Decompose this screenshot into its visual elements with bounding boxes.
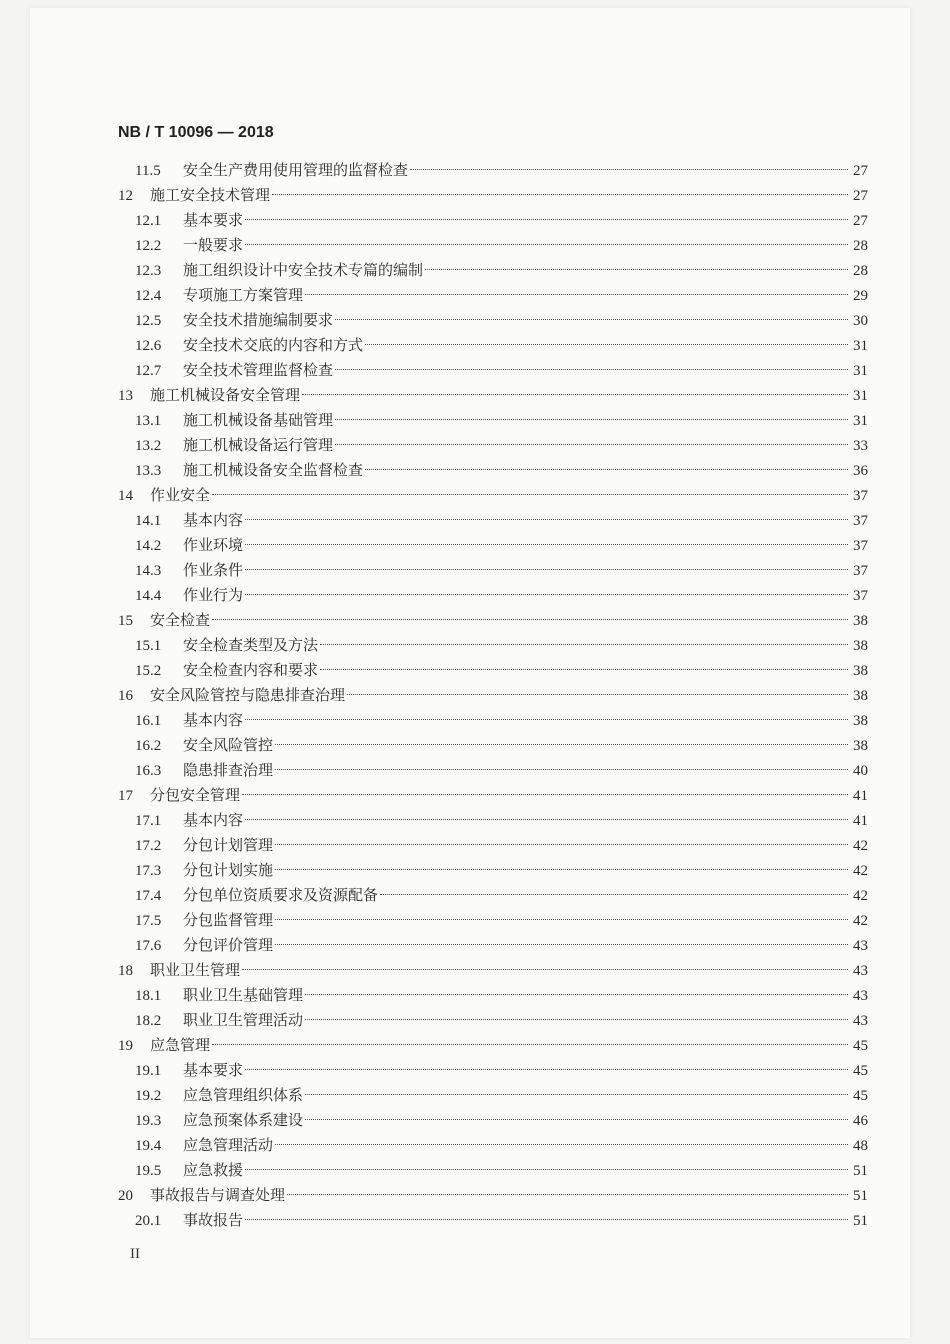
toc-entry-number: 12.4 xyxy=(135,288,162,304)
toc-dot-leader xyxy=(347,694,848,695)
toc-entry-title: 应急管理 xyxy=(150,1036,211,1054)
toc-dot-leader xyxy=(305,1119,848,1120)
toc-dot-leader xyxy=(245,219,848,220)
toc-entry-title: 分包单位资质要求及资源配备 xyxy=(183,886,379,904)
toc-dot-leader xyxy=(305,1094,848,1095)
toc-dot-leader xyxy=(272,194,848,195)
toc-dot-leader xyxy=(275,744,848,745)
toc-section-entry[interactable] xyxy=(118,1133,868,1158)
toc-section-entry[interactable] xyxy=(118,658,868,683)
toc-dot-leader xyxy=(365,469,848,470)
toc-entry-page: 43 xyxy=(853,1013,868,1029)
toc-entry-number: 15 xyxy=(118,613,133,629)
toc-section-entry[interactable] xyxy=(118,983,868,1008)
toc-entry-page: 38 xyxy=(853,688,868,704)
toc-entry-title: 应急救援 xyxy=(183,1161,244,1179)
toc-dot-leader xyxy=(245,544,848,545)
toc-section-entry[interactable] xyxy=(118,158,868,183)
toc-entry-title: 作业行为 xyxy=(183,586,244,604)
toc-chapter-entry[interactable] xyxy=(118,183,868,208)
toc-entry-title: 安全检查类型及方法 xyxy=(183,636,319,654)
toc-entry-page: 42 xyxy=(853,863,868,879)
toc-dot-leader xyxy=(335,419,848,420)
toc-entry-number: 12 xyxy=(118,188,133,204)
toc-dot-leader xyxy=(245,819,848,820)
toc-dot-leader xyxy=(242,969,848,970)
toc-entry-page: 31 xyxy=(853,363,868,379)
toc-entry-title: 职业卫生管理 xyxy=(150,961,241,979)
toc-dot-leader xyxy=(245,1169,848,1170)
toc-entry-title: 基本内容 xyxy=(183,811,244,829)
toc-entry-title: 安全风险管控与隐患排查治理 xyxy=(150,686,346,704)
toc-entry-page: 27 xyxy=(853,163,868,179)
toc-dot-leader xyxy=(275,844,848,845)
toc-entry-title: 分包安全管理 xyxy=(150,786,241,804)
toc-entry-number: 17.4 xyxy=(135,888,162,904)
toc-entry-page: 37 xyxy=(853,538,868,554)
toc-entry-page: 38 xyxy=(853,713,868,729)
toc-entry-page: 42 xyxy=(853,888,868,904)
toc-dot-leader xyxy=(212,619,848,620)
toc-entry-title: 分包计划实施 xyxy=(183,861,274,879)
toc-entry-page: 42 xyxy=(853,913,868,929)
toc-entry-title: 专项施工方案管理 xyxy=(183,286,304,304)
toc-entry-title: 职业卫生管理活动 xyxy=(183,1011,304,1029)
toc-entry-title: 应急管理组织体系 xyxy=(183,1086,304,1104)
toc-entry-number: 17.6 xyxy=(135,938,162,954)
toc-entry-page: 37 xyxy=(853,488,868,504)
toc-entry-number: 19.3 xyxy=(135,1113,162,1129)
toc-entry-page: 41 xyxy=(853,813,868,829)
toc-dot-leader xyxy=(245,594,848,595)
toc-entry-number: 14 xyxy=(118,488,133,504)
toc-entry-title: 安全技术措施编制要求 xyxy=(183,311,334,329)
toc-entry-number: 12.1 xyxy=(135,213,162,229)
toc-entry-number: 18.2 xyxy=(135,1013,162,1029)
toc-entry-page: 31 xyxy=(853,413,868,429)
toc-dot-leader xyxy=(305,294,848,295)
toc-entry-page: 48 xyxy=(853,1138,868,1154)
toc-entry-page: 43 xyxy=(853,988,868,1004)
toc-section-entry[interactable] xyxy=(118,208,868,233)
toc-entry-title: 一般要求 xyxy=(183,236,244,254)
toc-entry-title: 安全技术管理监督检查 xyxy=(183,361,334,379)
toc-entry-title: 应急管理活动 xyxy=(183,1136,274,1154)
toc-entry-page: 30 xyxy=(853,313,868,329)
toc-dot-leader xyxy=(335,444,848,445)
toc-entry-title: 施工机械设备安全监督检查 xyxy=(183,461,364,479)
toc-dot-leader xyxy=(275,1144,848,1145)
toc-dot-leader xyxy=(320,644,848,645)
toc-entry-page: 36 xyxy=(853,463,868,479)
toc-entry-title: 施工机械设备基础管理 xyxy=(183,411,334,429)
toc-dot-leader xyxy=(242,794,848,795)
toc-section-entry[interactable] xyxy=(118,858,868,883)
toc-dot-leader xyxy=(335,369,848,370)
toc-dot-leader xyxy=(287,1194,848,1195)
toc-entry-page: 31 xyxy=(853,388,868,404)
toc-entry-page: 38 xyxy=(853,738,868,754)
toc-dot-leader xyxy=(302,394,848,395)
toc-section-entry[interactable] xyxy=(118,633,868,658)
toc-entry-title: 安全检查 xyxy=(150,611,211,629)
toc-section-entry[interactable] xyxy=(118,733,868,758)
toc-entry-page: 43 xyxy=(853,938,868,954)
toc-entry-number: 14.4 xyxy=(135,588,162,604)
toc-entry-number: 17.5 xyxy=(135,913,162,929)
toc-entry-number: 14.2 xyxy=(135,538,162,554)
toc-chapter-entry[interactable] xyxy=(118,1183,868,1208)
toc-entry-title: 基本要求 xyxy=(183,211,244,229)
toc-dot-leader xyxy=(335,319,848,320)
toc-entry-page: 43 xyxy=(853,963,868,979)
toc-entry-title: 作业安全 xyxy=(150,486,211,504)
toc-entry-number: 20.1 xyxy=(135,1213,162,1229)
toc-dot-leader xyxy=(245,1069,848,1070)
toc-section-entry[interactable] xyxy=(118,333,868,358)
toc-entry-number: 17.3 xyxy=(135,863,162,879)
toc-chapter-entry[interactable] xyxy=(118,958,868,983)
toc-entry-title: 基本要求 xyxy=(183,1061,244,1079)
toc-entry-page: 41 xyxy=(853,788,868,804)
toc-dot-leader xyxy=(245,1219,848,1220)
toc-entry-number: 16.2 xyxy=(135,738,162,754)
toc-section-entry[interactable] xyxy=(118,808,868,833)
toc-entry-title: 安全生产费用使用管理的监督检查 xyxy=(183,161,409,179)
toc-chapter-entry[interactable] xyxy=(118,683,868,708)
standard-code-header: NB / T 10096 — 2018 xyxy=(118,124,274,141)
toc-dot-leader xyxy=(245,244,848,245)
toc-entry-title: 施工组织设计中安全技术专篇的编制 xyxy=(183,261,424,279)
toc-entry-number: 17.2 xyxy=(135,838,162,854)
toc-section-entry[interactable] xyxy=(118,1158,868,1183)
toc-entry-number: 20 xyxy=(118,1188,133,1204)
toc-entry-title: 安全风险管控 xyxy=(183,736,274,754)
toc-entry-page: 33 xyxy=(853,438,868,454)
toc-section-entry[interactable] xyxy=(118,883,868,908)
toc-entry-title: 分包计划管理 xyxy=(183,836,274,854)
toc-dot-leader xyxy=(275,869,848,870)
toc-entry-page: 45 xyxy=(853,1038,868,1054)
toc-entry-number: 19.2 xyxy=(135,1088,162,1104)
toc-entry-title: 基本内容 xyxy=(183,511,244,529)
toc-entry-page: 37 xyxy=(853,513,868,529)
toc-entry-title: 作业条件 xyxy=(183,561,244,579)
toc-entry-number: 16.1 xyxy=(135,713,162,729)
page-number: II xyxy=(130,1246,140,1262)
toc-section-entry[interactable] xyxy=(118,933,868,958)
toc-section-entry[interactable] xyxy=(118,433,868,458)
toc-entry-number: 12.2 xyxy=(135,238,162,254)
toc-entry-number: 15.1 xyxy=(135,638,162,654)
toc-dot-leader xyxy=(275,769,848,770)
toc-entry-page: 28 xyxy=(853,238,868,254)
toc-entry-number: 16 xyxy=(118,688,133,704)
toc-entry-number: 17.1 xyxy=(135,813,162,829)
toc-section-entry[interactable] xyxy=(118,233,868,258)
toc-section-entry[interactable] xyxy=(118,258,868,283)
toc-dot-leader xyxy=(425,269,848,270)
toc-entry-number: 19.4 xyxy=(135,1138,162,1154)
toc-section-entry[interactable] xyxy=(118,533,868,558)
toc-chapter-entry[interactable] xyxy=(118,608,868,633)
toc-section-entry[interactable] xyxy=(118,283,868,308)
toc-entry-number: 13.2 xyxy=(135,438,162,454)
toc-entry-number: 19.1 xyxy=(135,1063,162,1079)
toc-dot-leader xyxy=(410,169,848,170)
toc-dot-leader xyxy=(245,569,848,570)
toc-dot-leader xyxy=(320,669,848,670)
toc-entry-title: 基本内容 xyxy=(183,711,244,729)
toc-chapter-entry[interactable] xyxy=(118,783,868,808)
toc-entry-title: 隐患排查治理 xyxy=(183,761,274,779)
toc-dot-leader xyxy=(212,1044,848,1045)
toc-entry-number: 13 xyxy=(118,388,133,404)
toc-chapter-entry[interactable] xyxy=(118,483,868,508)
toc-section-entry[interactable] xyxy=(118,1083,868,1108)
toc-entry-number: 12.6 xyxy=(135,338,162,354)
toc-entry-page: 28 xyxy=(853,263,868,279)
toc-entry-number: 18.1 xyxy=(135,988,162,1004)
toc-entry-number: 12.5 xyxy=(135,313,162,329)
toc-section-entry[interactable] xyxy=(118,508,868,533)
toc-dot-leader xyxy=(380,894,848,895)
toc-section-entry[interactable] xyxy=(118,1108,868,1133)
toc-entry-number: 18 xyxy=(118,963,133,979)
toc-entry-number: 19.5 xyxy=(135,1163,162,1179)
document-page xyxy=(30,8,910,1338)
toc-section-entry[interactable] xyxy=(118,708,868,733)
toc-entry-page: 31 xyxy=(853,338,868,354)
toc-entry-title: 施工机械设备运行管理 xyxy=(183,436,334,454)
toc-dot-leader xyxy=(365,344,848,345)
toc-entry-page: 46 xyxy=(853,1113,868,1129)
toc-section-entry[interactable] xyxy=(118,908,868,933)
toc-entry-page: 37 xyxy=(853,563,868,579)
toc-entry-title: 事故报告与调查处理 xyxy=(150,1186,286,1204)
toc-entry-title: 安全检查内容和要求 xyxy=(183,661,319,679)
toc-entry-page: 37 xyxy=(853,588,868,604)
toc-entry-number: 13.1 xyxy=(135,413,162,429)
toc-dot-leader xyxy=(275,944,848,945)
toc-entry-page: 27 xyxy=(853,188,868,204)
toc-dot-leader xyxy=(245,719,848,720)
toc-section-entry[interactable] xyxy=(118,1008,868,1033)
toc-entry-number: 15.2 xyxy=(135,663,162,679)
toc-entry-number: 13.3 xyxy=(135,463,162,479)
toc-entry-page: 51 xyxy=(853,1163,868,1179)
toc-entry-title: 安全技术交底的内容和方式 xyxy=(183,336,364,354)
toc-section-entry[interactable] xyxy=(118,308,868,333)
toc-section-entry[interactable] xyxy=(118,458,868,483)
toc-entry-title: 分包监督管理 xyxy=(183,911,274,929)
toc-entry-page: 38 xyxy=(853,638,868,654)
toc-section-entry[interactable] xyxy=(118,558,868,583)
toc-section-entry[interactable] xyxy=(118,358,868,383)
toc-entry-page: 45 xyxy=(853,1088,868,1104)
toc-entry-page: 27 xyxy=(853,213,868,229)
toc-entry-title: 事故报告 xyxy=(183,1211,244,1229)
toc-section-entry[interactable] xyxy=(118,758,868,783)
toc-dot-leader xyxy=(212,494,848,495)
toc-entry-number: 12.3 xyxy=(135,263,162,279)
toc-entry-number: 16.3 xyxy=(135,763,162,779)
table-of-contents xyxy=(118,158,868,1233)
toc-entry-number: 17 xyxy=(118,788,133,804)
toc-section-entry[interactable] xyxy=(118,1058,868,1083)
toc-chapter-entry[interactable] xyxy=(118,1033,868,1058)
toc-entry-page: 29 xyxy=(853,288,868,304)
toc-section-entry[interactable] xyxy=(118,1208,868,1233)
toc-chapter-entry[interactable] xyxy=(118,383,868,408)
toc-entry-page: 51 xyxy=(853,1188,868,1204)
toc-entry-number: 11.5 xyxy=(135,163,161,179)
toc-entry-number: 19 xyxy=(118,1038,133,1054)
toc-entry-number: 14.1 xyxy=(135,513,162,529)
toc-section-entry[interactable] xyxy=(118,583,868,608)
toc-entry-page: 38 xyxy=(853,613,868,629)
toc-entry-page: 40 xyxy=(853,763,868,779)
toc-entry-title: 施工机械设备安全管理 xyxy=(150,386,301,404)
toc-entry-number: 12.7 xyxy=(135,363,162,379)
toc-entry-title: 施工安全技术管理 xyxy=(150,186,271,204)
toc-section-entry[interactable] xyxy=(118,833,868,858)
toc-entry-number: 14.3 xyxy=(135,563,162,579)
toc-dot-leader xyxy=(275,919,848,920)
toc-entry-title: 分包评价管理 xyxy=(183,936,274,954)
toc-entry-page: 51 xyxy=(853,1213,868,1229)
toc-dot-leader xyxy=(305,994,848,995)
toc-entry-title: 应急预案体系建设 xyxy=(183,1111,304,1129)
toc-entry-page: 45 xyxy=(853,1063,868,1079)
toc-entry-page: 42 xyxy=(853,838,868,854)
toc-section-entry[interactable] xyxy=(118,408,868,433)
toc-dot-leader xyxy=(245,519,848,520)
toc-entry-title: 职业卫生基础管理 xyxy=(183,986,304,1004)
toc-entry-title: 作业环境 xyxy=(183,536,244,554)
toc-dot-leader xyxy=(305,1019,848,1020)
toc-entry-page: 38 xyxy=(853,663,868,679)
